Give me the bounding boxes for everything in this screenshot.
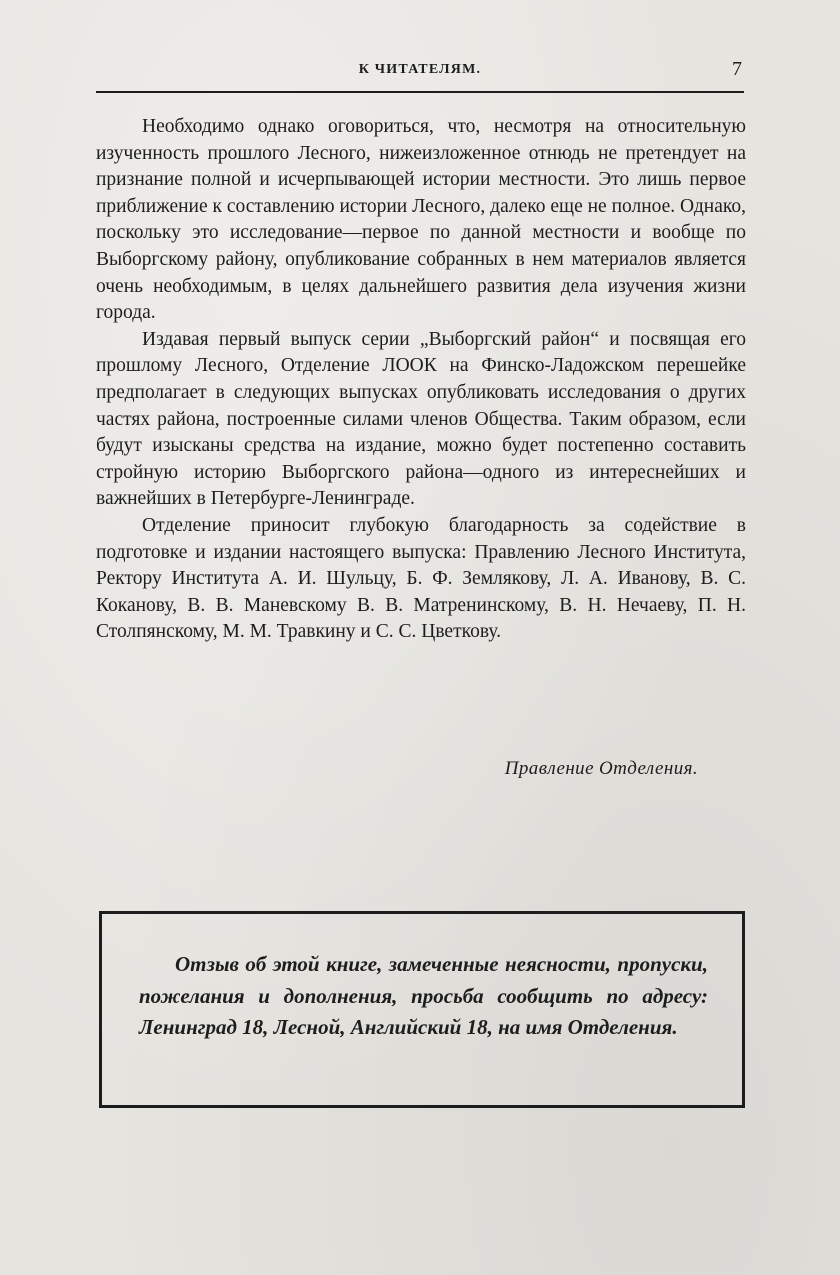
paragraph-acknowledgements: Отделение приносит глубокую благодарность за содействие в подготовке и издании настоящего выпуска: Правлению Лесного Института, Ректору Института А. И. Шульцу, Б. Ф. Землякову, Л. А. Иванову, В. С. Коканову, В. В. Маневскому В. В. Матренинскому, В. Н. Нечаеву, П. Н. Столпянскому, М. М. Травкину и С. С. Цветкову.	[96, 514, 746, 643]
paragraph-series-plans: Издавая первый выпуск серии „Выборгский район“ и посвящая его прошлому Лесного, Отделение ЛООК на Финско-Ладожском перешейке предполагает в следующих выпусках опубликовать исследования о других частях района, построенные силами членов Общества. Таким образом, если будут изысканы средства на издание, можно будет постепенно составить стройную историю Выборгского района—одного из интереснейших и важнейших в Петербурге-Ленинграде.	[96, 328, 746, 510]
paragraph-disclaimer: Необходимо однако оговориться, что, несмотря на относительную изученность прошлого Лесного, нижеизложенное отнюдь не претендует на признание полной и исчерпывающей истории местности. Это лишь первое приближение к составлению истории Лесного, далеко еще не полное. Однако, поскольку это исследование—первое по данной местности и вообще по Выборгскому району, опубликование собранных в нем материалов является очень необходимым, в целях дальнейшего развития дела изучения жизни города.	[96, 116, 746, 324]
signature: Правление Отделения.	[504, 758, 698, 779]
feedback-notice-box	[99, 911, 745, 1108]
header-rule	[96, 91, 744, 93]
page-number: 7	[732, 58, 742, 80]
running-title: К ЧИТАТЕЛЯМ.	[358, 62, 482, 77]
feedback-notice-text: Отзыв об этой книге, замеченные неясности, пропуски, пожелания и дополнения, просьба сообщить по адресу: Ленинград 18, Лесной, Английский 18, на имя Отделения.	[139, 952, 708, 1039]
page-header	[96, 58, 744, 84]
body-text	[96, 114, 746, 646]
